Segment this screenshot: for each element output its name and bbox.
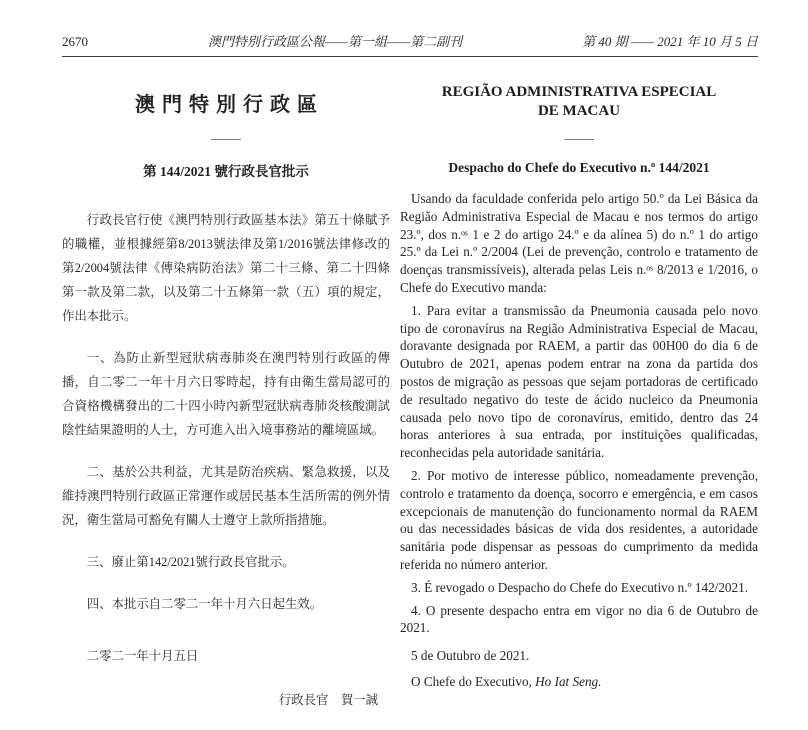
decree-body-zh xyxy=(62,208,390,712)
chinese-column xyxy=(62,73,390,730)
paragraph-zh-preamble: 行政長官行使《澳門特別行政區基本法》第五十條賦予的職權，並根據經第8/2013號法律及第1/2016號法律修改的第2/2004號法律《傳染病防治法》第二十三條、第二十四條第一款及第二款，以及第二十五條第一款（五）項的規定，作出本批示。 xyxy=(62,213,390,323)
page-number: 2670 xyxy=(62,34,88,49)
paragraph-zh-item-1: 一、為防止新型冠狀病毒肺炎在澳門特別行政區的傳播，自二零二一年十月六日零時起，持有由衛生當局認可的合資格機構發出的二十四小時內新型冠狀病毒肺炎核酸測試陰性結果證明的人士，方可進入出入境事務站的離境區域。 xyxy=(62,351,390,437)
paragraph-zh-item-2: 二、基於公共利益，尤其是防治疾病、緊急救援，以及維持澳門特別行政區正常運作或居民基本生活所需的例外情況，衛生當局可豁免有關人士遵守上款所指措施。 xyxy=(62,465,390,527)
decree-title-zh: 第 144/2021 號行政長官批示 xyxy=(143,164,309,179)
date-line-zh: 二零二一年十月五日 xyxy=(86,649,199,663)
date-line-pt: 5 de Outubro de 2021. xyxy=(411,648,530,664)
paragraph-pt-item-2: 2. Por motivo de interesse público, nomeadamente prevenção, controlo e tratamento da doença, socorro e emergência, e em casos excepcionais de manutenção do funcionamento normal da RAEM ou das necessidades básicas de vida dos residentes, a autoridade sanitária pode dispensar as pessoas do cumprimento da medida referida no número anterior. xyxy=(400,467,758,572)
gazette-title: 澳門特別行政區公報——第一組——第二副刊 xyxy=(207,34,463,49)
signature-pt-name: Ho Iat Seng. xyxy=(535,673,602,689)
page-header xyxy=(62,34,758,49)
section-divider-pt xyxy=(564,139,594,140)
paragraph-zh-item-3: 三、廢止第142/2021號行政長官批示。 xyxy=(86,555,295,569)
region-title-block-zh xyxy=(62,73,390,131)
paragraph-pt-item-3: 3. É revogado o Despacho do Chefe do Executivo n.º 142/2021. xyxy=(411,579,748,595)
region-title-pt xyxy=(442,83,717,122)
issue-date: 第 40 期 —— 2021 年 10 月 5 日 xyxy=(582,34,758,49)
signature-zh: 行政長官 賀一誠 xyxy=(278,693,378,707)
paragraph-pt-item-1: 1. Para evitar a transmissão da Pneumonia causada pelo novo tipo de coronavírus na Região Administrativa Especial de Macau, doravante designada por RAEM, a partir das 00H00 do dia 6 de Outubro de 2021, apenas podem entrar na zona da partida dos postos de migração as pessoas que sejam portadoras de certificado de resultado negativo do teste de ácido nucleico da Pneumonia causada pelo novo tipo de coronavírus, emitido, dentro das 24 horas anteriores à sua entrada, por instituições qualificadas, reconhecidas pela autoridade sanitária. xyxy=(400,302,758,461)
signature-pt-prefix: O Chefe do Executivo, xyxy=(411,673,536,689)
content-columns xyxy=(62,73,758,730)
paragraph-pt-item-4: 4. O presente despacho entra em vigor no dia 6 de Outubro de 2021. xyxy=(400,602,758,636)
region-title-pt-line1: REGIÃO ADMINISTRATIVA ESPECIAL xyxy=(441,83,717,100)
header-rule xyxy=(62,56,758,57)
signature-pt xyxy=(400,673,758,691)
region-title-zh: 澳門特別行政區 xyxy=(135,93,324,116)
region-title-pt-line2: DE MACAU xyxy=(537,103,621,119)
paragraph-zh-item-4: 四、本批示自二零二一年十月六日起生效。 xyxy=(86,597,323,611)
region-title-block-pt xyxy=(400,73,758,131)
decree-title-pt: Despacho do Chefe do Executivo n.º 144/2021 xyxy=(448,160,710,175)
paragraph-pt-preamble: Usando da faculdade conferida pelo artigo 50.º da Lei Básica da Região Administrativa Especial de Macau e nos termos do artigo 23.º, dos n.ᵒˢ 1 e 2 do artigo 24.º e da alínea 5) do n.º 1 do artigo 25.º da Lei n.º 2/2004 (Lei de prevenção, controlo e tratamento de doenças transmissíveis), alterada pelas Leis n.ᵒˢ 8/2013 e 1/2016, o Chefe do Executivo manda: xyxy=(400,191,758,295)
decree-body-pt xyxy=(400,190,758,691)
portuguese-column xyxy=(400,73,758,730)
section-divider-zh xyxy=(211,139,241,140)
